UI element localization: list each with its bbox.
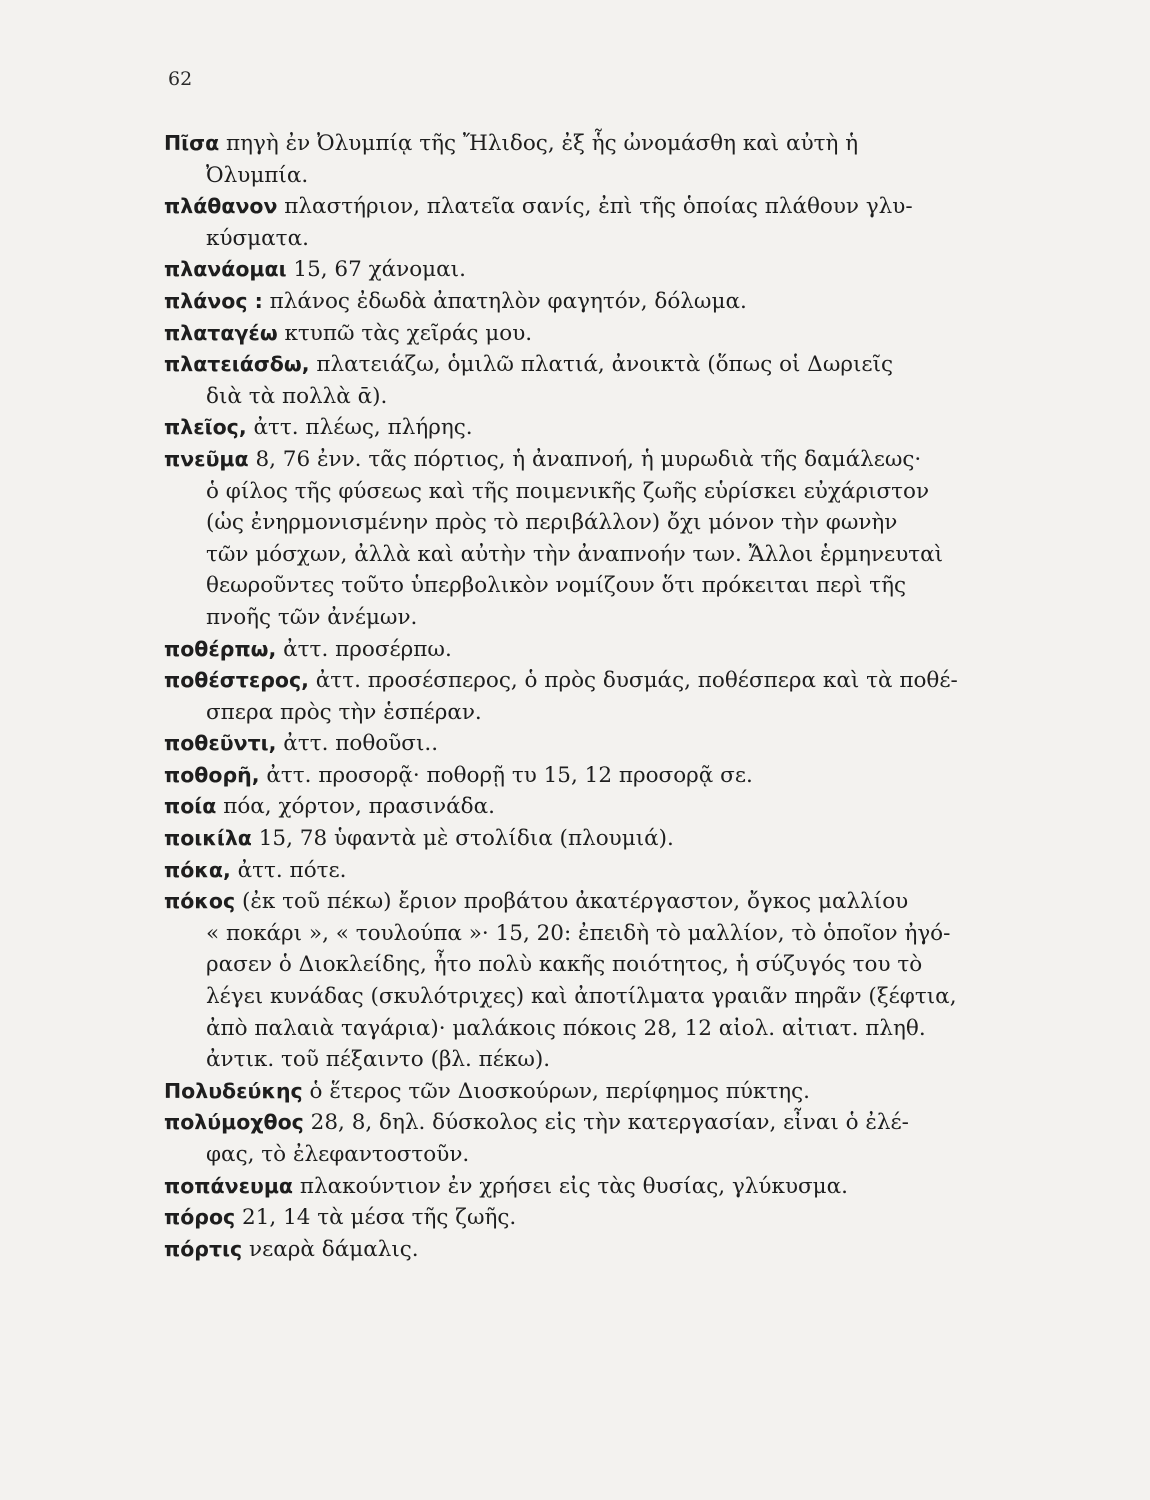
entry-first-line [164,286,1024,318]
definition-text: διὰ τὰ πολλὰ ᾱ). [206,383,388,409]
glossary-entry [164,286,1024,318]
headword: πλάθανον [164,194,278,219]
entry-first-line [164,1234,1024,1266]
definition-text: πηγὴ ἐν Ὀλυμπίᾳ τῆς Ἤλιδος, ἐξ ἧς ὠνομάσθη καὶ αὐτὴ ἡ [219,131,859,156]
definition-text: 8, 76 ἐνν. τᾶς πόρτιος, ἡ ἀναπνοή, ἡ μυρωδιὰ τῆς δαμάλεως· [248,446,922,472]
definition-text: τῶν μόσχων, ἀλλὰ καὶ αὐτὴν τὴν ἀναπνοήν των. Ἄλλοι ἑρμηνευταὶ [206,541,944,567]
definition-text: ὁ φίλος τῆς φύσεως καὶ τῆς ποιμενικῆς ζωῆς εὑρίσκει εὐχάριστον [206,478,930,504]
definition-text: ἀττ. πότε. [230,857,347,883]
headword: ποθορῆ, [164,762,260,787]
definition-text: πόα, χόρτον, πρασινάδα. [216,794,495,820]
entry-continuation-line [164,1139,1024,1171]
glossary-entry [164,1202,1024,1234]
definition-text: κτυπῶ τὰς χεῖράς μου. [277,320,533,346]
glossary-entry [164,665,1024,728]
entry-continuation-line [164,697,1024,729]
headword: πολύμοχθος [164,1110,304,1135]
entry-first-line [164,791,1024,823]
glossary-entry [164,444,1024,634]
glossary-entry [164,1076,1024,1108]
entry-first-line [164,254,1024,286]
definition-text: ἀττ. πλέως, πλήρης. [246,415,473,441]
entry-continuation-line [164,476,1024,508]
headword: ποθεῦντι, [164,731,277,756]
definition-text: φας, τὸ ἐλεφαντοστοῦν. [206,1142,470,1167]
entry-continuation-line [164,507,1024,539]
definition-text: ἀντικ. τοῦ πέξαιντο (βλ. πέκω). [206,1047,551,1073]
headword: πλεῖος, [164,415,247,440]
headword: ποία [164,794,217,819]
glossary-entry [164,1234,1024,1266]
glossary-entry [164,191,1024,254]
definition-text: 15, 78 ὑφαντὰ μὲ στολίδια (πλουμιά). [251,826,674,852]
entry-continuation-line [164,539,1024,571]
headword: πόκος [164,889,236,914]
headword: ποθέρπω, [164,636,277,661]
definition-text: Ὀλυμπία. [206,162,309,188]
definition-text: ἀττ. προσέσπερος, ὁ πρὸς δυσμάς, ποθέσπερα καὶ τὰ ποθέ- [308,668,958,694]
entry-first-line [164,1202,1024,1234]
entry-continuation-line [164,381,1024,413]
definition-text: (ἐκ τοῦ πέκω) ἔριον προβάτου ἀκατέργαστον, ὄγκος μαλλίου [235,889,909,915]
definition-text: πλάνος ἐδωδὰ ἀπατηλὸν φαγητόν, δόλωμα. [262,288,747,314]
glossary-entry [164,254,1024,286]
glossary-entry [164,886,1024,1076]
entry-continuation-line [164,223,1024,255]
headword: ποικίλα [164,826,252,851]
entry-continuation-line [164,570,1024,602]
glossary-entry [164,128,1024,191]
page-number: 62 [168,68,193,90]
entry-first-line [164,191,1024,223]
headword: ποπάνευμα [164,1173,293,1198]
glossary-entry [164,823,1024,855]
definition-text: ρασεν ὁ Διοκλείδης, ἦτο πολὺ κακῆς ποιότητος, ἡ σύζυγός του τὸ [206,952,923,978]
glossary-entry [164,412,1024,444]
glossary-entry [164,318,1024,350]
definition-text: 28, 8, δηλ. δύσκολος εἰς τὴν κατεργασίαν, εἶναι ὁ ἐλέ- [303,1110,909,1136]
glossary [164,128,1024,1265]
entry-first-line [164,665,1024,697]
definition-text: ἀττ. προσέρπω. [276,636,452,662]
entry-first-line [164,349,1024,381]
headword: Πολυδεύκης [164,1078,303,1103]
entry-first-line [164,1171,1024,1203]
definition-text: ἀττ. ποθοῦσι.. [276,731,439,757]
definition-text: πλαστήριον, πλατεῖα σανίς, ἐπὶ τῆς ὁποίας πλάθουν γλυ- [277,194,913,220]
glossary-entry [164,1107,1024,1170]
definition-text: ὁ ἕτερος τῶν Διοσκούρων, περίφημος πύκτης. [302,1078,810,1104]
headword: πόρτις [164,1236,243,1261]
entry-continuation-line [164,160,1024,192]
entry-first-line [164,128,1024,160]
entry-first-line [164,444,1024,476]
entry-first-line [164,823,1024,855]
definition-text: 21, 14 τὰ μέσα τῆς ζωῆς. [235,1205,517,1231]
entry-first-line [164,1107,1024,1139]
definition-text: σπερα πρὸς τὴν ἑσπέραν. [206,699,482,725]
entry-first-line [164,318,1024,350]
glossary-entry [164,728,1024,760]
entry-first-line [164,634,1024,666]
definition-text: θεωροῦντες τοῦτο ὑπερβολικὸν νομίζουν ὅτι πρόκειται περὶ τῆς [206,573,906,599]
entry-continuation-line [164,981,1024,1013]
definition-text: κύσματα. [206,225,309,251]
definition-text: λέγει κυνάδας (σκυλότριχες) καὶ ἀποτίλματα γραιᾶν πηρᾶν (ξέφτια, [206,984,957,1010]
entry-continuation-line [164,949,1024,981]
definition-text: νεαρὰ δάμαλις. [242,1236,419,1262]
entry-first-line [164,855,1024,887]
definition-text: ἀττ. προσορᾷ· ποθορῇ τυ 15, 12 προσορᾷ σε. [259,762,753,788]
entry-first-line [164,760,1024,792]
entry-first-line [164,1076,1024,1108]
definition-text: ἀπὸ παλαιὰ ταγάρια)· μαλάκοις πόκοις 28, 12 αἰολ. αἰτιατ. πληθ. [206,1015,926,1041]
entry-first-line [164,886,1024,918]
glossary-entry [164,349,1024,412]
entry-continuation-line [164,918,1024,950]
entry-first-line [164,728,1024,760]
entry-continuation-line [164,1013,1024,1045]
entry-continuation-line [164,1044,1024,1076]
headword: πόκα, [164,857,231,882]
glossary-entry [164,760,1024,792]
definition-text: πνοῆς τῶν ἀνέμων. [206,604,418,630]
definition-text: πλακούντιον ἐν χρήσει εἰς τὰς θυσίας, γλύκυσμα. [293,1173,849,1199]
headword: πλανάομαι [164,257,287,282]
headword: πλαταγέω [164,320,278,345]
glossary-entry [164,791,1024,823]
definition-text: « ποκάρι », « τουλούπα »· 15, 20: ἐπειδὴ τὸ μαλλίον, τὸ ὁποῖον ἠγό- [206,920,951,946]
definition-text: 15, 67 χάνομαι. [286,257,466,283]
headword: πνεῦμα [164,446,249,471]
entry-first-line [164,412,1024,444]
definition-text: πλατειάζω, ὁμιλῶ πλατιά, ἀνοικτὰ (ὅπως οἱ Δωριεῖς [309,352,894,378]
entry-continuation-line [164,602,1024,634]
headword: πόρος [164,1205,236,1230]
headword: Πῖσα [164,131,220,155]
glossary-entry [164,634,1024,666]
headword: πλατειάσδω, [164,352,310,377]
definition-text: (ὡς ἐνηρμονισμένην πρὸς τὸ περιβάλλον) ὄχι μόνον τὴν φωνὴν [206,510,898,536]
glossary-entry [164,855,1024,887]
headword: πλάνος : [164,288,263,313]
headword: ποθέστερος, [164,668,309,693]
glossary-entry [164,1171,1024,1203]
